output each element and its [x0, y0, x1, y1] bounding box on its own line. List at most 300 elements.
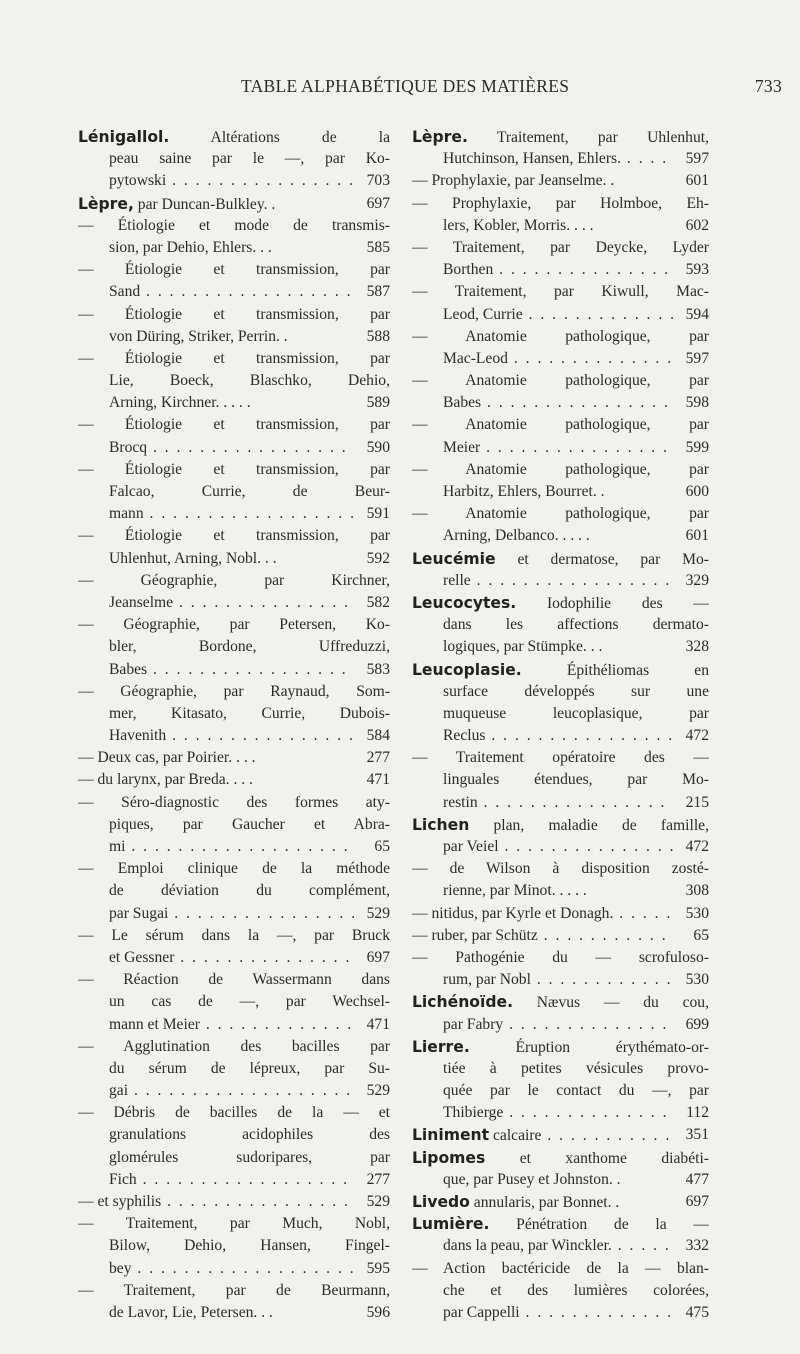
entry-line	[412, 858, 709, 880]
headword: Leucocytes.	[412, 593, 517, 612]
page-reference: 697	[366, 194, 390, 212]
index-entry	[412, 370, 709, 414]
entry-text: rum, par Nobl . . .	[443, 969, 673, 991]
entry-text: et Gessner . . .	[109, 947, 354, 969]
entry-line	[412, 1169, 709, 1191]
page-reference: 477	[685, 1170, 709, 1188]
entry-text: gai . . .	[109, 1080, 354, 1102]
entry-text: — Étiologie et transmission, par	[78, 305, 390, 323]
index-entry	[412, 991, 709, 1035]
page-reference: 65	[693, 926, 709, 944]
entry-line	[412, 570, 709, 592]
entry-line	[412, 1058, 709, 1080]
page-reference: 601	[685, 172, 709, 190]
entry-text: — Traitement, par Deycke, Lyder	[412, 238, 709, 256]
entry-line	[78, 1036, 390, 1058]
page-reference: 699	[685, 1015, 709, 1033]
index-entry	[412, 548, 709, 592]
index-entry	[412, 947, 709, 991]
entry-line	[78, 1302, 390, 1324]
page-reference: 329	[685, 571, 709, 589]
entry-line	[78, 414, 390, 436]
entry-text: Lie, Boeck, Blaschko, Dehio,	[109, 372, 390, 390]
entry-text: — Anatomie pathologique, par	[412, 416, 709, 434]
index-entry	[78, 193, 390, 215]
entry-text: surface développés sur une	[443, 682, 709, 700]
entry-line	[412, 525, 709, 547]
entry-text: — Action bactéricide de la — blan-	[412, 1259, 709, 1277]
index-entry	[412, 858, 709, 902]
entry-text: Liniment calcaire . . .	[412, 1124, 673, 1147]
entry-text: bler, Bordone, Uffreduzzi,	[109, 638, 390, 656]
page-reference: 697	[685, 1193, 709, 1210]
index-entry	[412, 459, 709, 503]
page-reference: 593	[685, 261, 709, 279]
entry-line	[412, 1080, 709, 1102]
entry-text: lers, Kobler, Morris. . . .	[443, 216, 594, 234]
entry-text: — Pathogénie du — scrofuloso-	[412, 948, 709, 966]
entry-text: restin . . .	[443, 792, 673, 814]
entry-line	[78, 725, 390, 747]
entry-line	[78, 348, 390, 370]
entry-line	[78, 437, 390, 459]
entry-line	[412, 348, 709, 370]
entry-line	[412, 880, 709, 902]
entry-line	[412, 703, 709, 725]
entry-line	[412, 370, 709, 392]
entry-line	[78, 836, 390, 858]
entry-text: mi . . .	[109, 836, 354, 858]
entry-text: — et syphilis . . .	[78, 1191, 354, 1213]
entry-text: mann et Meier . . .	[109, 1014, 354, 1036]
entry-text: — Agglutination des bacilles par	[78, 1037, 390, 1055]
entry-text: — Traitement, par Much, Nobl,	[78, 1215, 390, 1233]
index-entry	[78, 792, 390, 859]
headword: Lichénoïde.	[412, 993, 514, 1012]
entry-line	[412, 659, 709, 681]
index-entry	[78, 769, 390, 791]
entry-line	[78, 126, 390, 148]
page-reference: 215	[685, 793, 709, 811]
page-reference: 475	[685, 1303, 709, 1321]
running-title: TABLE ALPHABÉTIQUE DES MATIÈRES	[241, 76, 570, 96]
page-reference: 530	[685, 971, 709, 989]
entry-text: Leucoplasie. Épithéliomas en	[412, 660, 709, 679]
entry-text: — Anatomie pathologique, par	[412, 460, 709, 478]
entry-line	[412, 592, 709, 614]
index-entry	[78, 304, 390, 348]
page-reference: 597	[685, 349, 709, 367]
page-reference: 530	[685, 904, 709, 922]
page-reference: 596	[366, 1303, 390, 1321]
entry-line	[412, 836, 709, 858]
entry-text: — Traitement opératoire des —	[412, 749, 709, 767]
entry-line	[412, 947, 709, 969]
entry-text: — Anatomie pathologique, par	[412, 372, 709, 390]
entry-line	[412, 437, 709, 459]
index-entry	[78, 1213, 390, 1280]
page-reference: 590	[366, 438, 390, 456]
entry-text: Jeanselme . . .	[109, 592, 354, 614]
entry-line	[412, 681, 709, 703]
entry-line	[412, 1280, 709, 1302]
index-entry	[412, 1258, 709, 1325]
entry-text: Falcao, Currie, de Beur-	[109, 483, 390, 500]
index-entry	[412, 1036, 709, 1125]
entry-text: mann . . .	[109, 503, 354, 525]
entry-line	[78, 614, 390, 636]
page-reference: 277	[366, 1170, 390, 1188]
page-reference: 583	[366, 660, 390, 678]
entry-text: granulations acidophiles des	[109, 1126, 390, 1144]
entry-text: — Géographie, par Kirchner,	[78, 571, 390, 589]
entry-text: — Le sérum dans la —, par Bruck	[78, 926, 390, 944]
entry-line	[78, 503, 390, 525]
entry-line	[412, 548, 709, 570]
index-entry	[412, 1147, 709, 1191]
index-entry	[78, 858, 390, 925]
entry-text: che et des lumières colorées,	[443, 1281, 709, 1299]
entry-text: Lierre. Éruption érythémato-or-	[412, 1037, 709, 1056]
entry-text: sion, par Dehio, Ehlers. . .	[109, 238, 272, 256]
entry-line	[78, 903, 390, 925]
entry-line	[412, 614, 709, 636]
entry-text: Lénigallol. Altérations de la	[78, 128, 390, 146]
entry-line	[78, 814, 390, 836]
entry-text: — Emploi clinique de la méthode	[78, 860, 390, 878]
index-entry	[78, 1102, 390, 1191]
page-reference: 599	[685, 438, 709, 456]
entry-text: Leucémie et dermatose, par Mo-	[412, 549, 709, 568]
entry-text: — Deux cas, par Poirier. . . .	[78, 749, 256, 767]
entry-line	[78, 880, 390, 902]
entry-line	[78, 991, 390, 1013]
entry-line	[78, 525, 390, 547]
entry-text: Havenith . . .	[109, 725, 354, 747]
page-reference: 472	[685, 727, 709, 745]
entry-text: — Géographie, par Raynaud, Som-	[78, 682, 390, 700]
index-entry	[412, 1124, 709, 1146]
index-entry	[412, 659, 709, 748]
index-entry	[412, 326, 709, 370]
headword: Liniment	[412, 1126, 490, 1145]
index-entry	[412, 747, 709, 814]
entry-text: du sérum de lépreux, par Su-	[109, 1059, 390, 1077]
entry-line	[412, 1036, 709, 1058]
entry-text: quée par le contact du —, par	[443, 1082, 709, 1100]
entry-text: Uhlenhut, Arning, Nobl. . .	[109, 549, 277, 567]
headword: Lèpre.	[412, 128, 468, 146]
entry-text: par Fabry . . .	[443, 1014, 673, 1036]
headword: Lèpre,	[78, 194, 134, 213]
entry-line	[412, 281, 709, 303]
index-entry	[412, 503, 709, 547]
page-reference: 591	[366, 505, 390, 523]
entry-text: rienne, par Minot. . . . .	[443, 882, 587, 900]
entry-text: tiée à petites vésicules provo-	[443, 1059, 709, 1077]
entry-line	[78, 1213, 390, 1235]
index-entry	[78, 459, 390, 526]
entry-text: — Étiologie et transmission, par	[78, 527, 390, 545]
entry-line	[78, 747, 390, 769]
page-reference: 597	[685, 150, 709, 168]
page-reference: 471	[366, 771, 390, 789]
page-reference: 112	[686, 1104, 709, 1122]
entry-line	[412, 1147, 709, 1169]
entry-line	[412, 792, 709, 814]
entry-line	[78, 193, 390, 215]
entry-text: que, par Pusey et Johnston. .	[443, 1170, 621, 1188]
entry-line	[412, 304, 709, 326]
entry-text: pytowski . . .	[109, 170, 354, 192]
entry-line	[412, 481, 709, 503]
page-reference: 697	[366, 948, 390, 966]
index-entry	[78, 1280, 390, 1324]
entry-line	[78, 215, 390, 237]
index-entry	[412, 414, 709, 458]
entry-line	[412, 969, 709, 991]
entry-line	[78, 1191, 390, 1213]
entry-text: — Anatomie pathologique, par	[412, 505, 709, 523]
entry-text: Arning, Kirchner. . . . .	[109, 394, 251, 412]
entry-line	[412, 1102, 709, 1124]
entry-text: bey . . .	[109, 1258, 354, 1280]
entry-line	[78, 925, 390, 947]
page-reference: 598	[685, 394, 709, 412]
headword: Lierre.	[412, 1037, 470, 1056]
headword: Leucoplasie.	[412, 660, 522, 679]
entry-text: — Anatomie pathologique, par	[412, 327, 709, 345]
index-entry	[78, 969, 390, 1036]
index-entry	[78, 570, 390, 614]
page-reference: 587	[366, 283, 390, 301]
index-entry	[412, 170, 709, 192]
entry-line	[78, 592, 390, 614]
entry-line	[412, 636, 709, 658]
entry-line	[78, 170, 390, 192]
entry-text: — ruber, par Schütz . . .	[412, 925, 673, 947]
index-column-right	[412, 126, 709, 1324]
page-reference: 308	[685, 882, 709, 900]
entry-text: Harbitz, Ehlers, Bourret. .	[443, 483, 605, 500]
page-number: 733	[754, 76, 782, 96]
entry-text: Lumière. Pénétration de la —	[412, 1215, 709, 1234]
index-entry	[412, 193, 709, 237]
entry-text: Fich . . .	[109, 1169, 354, 1191]
entry-text: Leod, Currie . . .	[443, 304, 673, 326]
entry-line	[78, 392, 390, 414]
entry-text: Arning, Delbanco. . . . .	[443, 527, 590, 545]
entry-text: mer, Kitasato, Currie, Dubois-	[109, 704, 390, 722]
index-entry	[412, 592, 709, 659]
entry-text: peau saine par le —, par Ko-	[109, 150, 390, 168]
entry-text: Reclus . . .	[443, 725, 673, 747]
entry-line	[78, 659, 390, 681]
index-entry	[78, 1036, 390, 1103]
entry-text: — Débris de bacilles de la — et	[78, 1104, 390, 1122]
entry-text: — Géographie, par Petersen, Ko-	[78, 616, 390, 634]
entry-line	[412, 991, 709, 1013]
page-reference: 602	[685, 216, 709, 234]
page-reference: 332	[685, 1237, 709, 1255]
entry-text: — Séro-diagnostic des formes aty-	[78, 793, 390, 811]
entry-line	[412, 392, 709, 414]
index-entry	[412, 237, 709, 281]
entry-line	[412, 148, 709, 170]
entry-line	[412, 193, 709, 215]
page-reference: 595	[366, 1259, 390, 1277]
entry-text: — nitidus, par Kyrle et Donagh. . . .	[412, 903, 673, 925]
entry-text: — de Wilson à disposition zosté-	[412, 860, 709, 878]
index-entry	[412, 903, 709, 925]
entry-text: Leucocytes. Iodophilie des —	[412, 593, 709, 612]
entry-line	[78, 1258, 390, 1280]
entry-text: — Prophylaxie, par Holmboe, Eh-	[412, 194, 709, 212]
entry-text: — Traitement, par Kiwull, Mac-	[412, 283, 709, 301]
entry-line	[78, 237, 390, 259]
entry-line	[78, 459, 390, 481]
entry-text: Livedo annularis, par Bonnet. .	[412, 1193, 620, 1211]
entry-line	[78, 370, 390, 392]
entry-line	[412, 1235, 709, 1257]
headword: Lichen	[412, 815, 470, 834]
headword: Lipomes	[412, 1148, 486, 1167]
entry-line	[78, 570, 390, 592]
entry-line	[78, 148, 390, 170]
entry-line	[412, 326, 709, 348]
entry-line	[412, 1213, 709, 1235]
entry-line	[78, 259, 390, 281]
entry-line	[412, 170, 709, 192]
page-reference: 585	[366, 238, 390, 256]
page-reference: 471	[366, 1015, 390, 1033]
entry-line	[412, 414, 709, 436]
entry-text: — Étiologie et mode de transmis-	[78, 216, 390, 234]
entry-line	[412, 1302, 709, 1324]
entry-text: Borthen . . .	[443, 259, 673, 281]
entry-line	[412, 237, 709, 259]
entry-line	[412, 259, 709, 281]
page-header	[0, 76, 800, 100]
entry-line	[78, 1014, 390, 1036]
page-reference: 601	[685, 527, 709, 545]
entry-line	[78, 858, 390, 880]
entry-text: Mac-Leod . . .	[443, 348, 673, 370]
entry-line	[412, 814, 709, 836]
entry-line	[78, 681, 390, 703]
entry-text: relle . . .	[443, 570, 673, 592]
entry-text: Lèpre. Traitement, par Uhlenhut,	[412, 128, 709, 146]
index-entry	[78, 1191, 390, 1213]
entry-text: Babes . . .	[109, 659, 354, 681]
entry-line	[412, 725, 709, 747]
index-entry	[78, 525, 390, 569]
entry-text: — Réaction de Wassermann dans	[78, 971, 390, 989]
entry-text: Lichénoïde. Nævus — du cou,	[412, 993, 709, 1012]
entry-line	[412, 769, 709, 791]
index-entry	[412, 126, 709, 170]
entry-text: Lèpre, par Duncan-Bulkley. .	[78, 194, 276, 213]
page-reference: 328	[685, 638, 709, 656]
entry-line	[78, 947, 390, 969]
page-reference: 589	[366, 394, 390, 412]
index-entry	[412, 814, 709, 858]
entry-text: — Prophylaxie, par Jeanselme. .	[412, 172, 615, 190]
entry-text: un cas de —, par Wechsel-	[109, 993, 390, 1011]
entry-text: Lipomes et xanthome diabéti-	[412, 1148, 709, 1167]
entry-line	[78, 326, 390, 348]
entry-text: — Étiologie et transmission, par	[78, 349, 390, 367]
entry-text: Brocq . . .	[109, 437, 354, 459]
entry-text: Bilow, Dehio, Hansen, Fingel-	[109, 1237, 390, 1255]
entry-line	[412, 925, 709, 947]
entry-text: Thibierge . . .	[443, 1102, 673, 1124]
index-entry	[78, 747, 390, 769]
entry-line	[412, 215, 709, 237]
entry-line	[78, 1280, 390, 1302]
index-entry	[412, 1213, 709, 1257]
entry-line	[78, 1102, 390, 1124]
entry-text: linguales étendues, par Mo-	[443, 771, 709, 789]
entry-text: de déviation du complément,	[109, 882, 390, 900]
page-reference: 588	[366, 327, 390, 345]
page-reference: 65	[374, 838, 390, 855]
entry-line	[412, 903, 709, 925]
entry-line	[78, 969, 390, 991]
entry-line	[78, 703, 390, 725]
index-entry	[78, 614, 390, 681]
entry-text: piques, par Gaucher et Abra-	[109, 815, 390, 833]
index-entry	[78, 925, 390, 969]
entry-line	[78, 481, 390, 503]
entry-text: — Étiologie et transmission, par	[78, 460, 390, 478]
page-reference: 582	[366, 593, 390, 611]
page-reference: 584	[366, 727, 390, 745]
entry-text: muqueuse leucoplasique, par	[443, 704, 709, 722]
entry-text: Lichen plan, maladie de famille,	[412, 815, 709, 834]
entry-text: Meier . . .	[443, 437, 673, 459]
index-entry	[412, 925, 709, 947]
entry-line	[412, 747, 709, 769]
page-reference: 703	[366, 172, 390, 190]
entry-text: logiques, par Stümpke. . .	[443, 638, 603, 656]
entry-line	[412, 1014, 709, 1036]
entry-text: — Étiologie et transmission, par	[78, 261, 390, 279]
entry-line	[78, 769, 390, 791]
entry-text: — du larynx, par Breda. . . .	[78, 771, 253, 789]
page-reference: 600	[685, 483, 709, 500]
entry-line	[412, 1124, 709, 1146]
page-reference: 351	[685, 1126, 709, 1144]
entry-text: — Traitement, par de Beurmann,	[78, 1281, 390, 1299]
entry-line	[412, 1191, 709, 1213]
page-reference: 529	[366, 904, 390, 922]
page-reference: 529	[366, 1193, 390, 1210]
entry-line	[78, 281, 390, 303]
entry-text: par Veiel . . .	[443, 836, 673, 858]
entry-text: de Lavor, Lie, Petersen. . .	[109, 1303, 273, 1321]
entry-text: glomérules sudoripares, par	[109, 1148, 390, 1166]
entry-line	[412, 1258, 709, 1280]
entry-line	[78, 1235, 390, 1257]
index-entry	[78, 414, 390, 458]
index-entry	[412, 281, 709, 325]
entry-line	[78, 1124, 390, 1146]
entry-text: par Cappelli . . .	[443, 1302, 673, 1324]
entry-line	[412, 503, 709, 525]
index-column-left	[78, 126, 390, 1324]
entry-line	[78, 1080, 390, 1102]
